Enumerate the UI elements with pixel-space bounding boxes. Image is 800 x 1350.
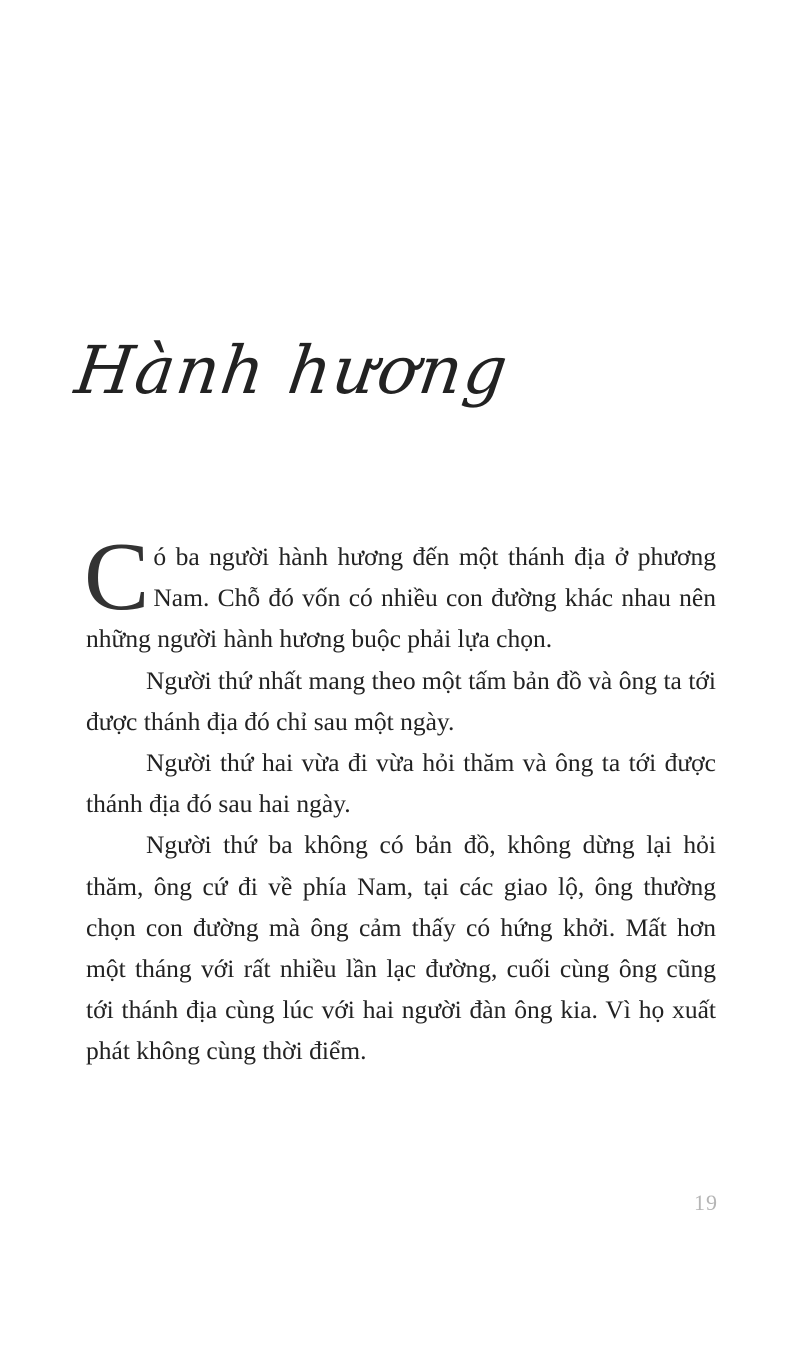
paragraph-2: Người thứ nhất mang theo một tấm bản đồ và ông ta tới được thánh địa đó chỉ sau một ngày. bbox=[86, 665, 716, 736]
paragraph-1-text: ó ba người hành hương đến một thánh địa ở phương Nam. Chỗ đó vốn có nhiều con đường khác nhau nên những người hành hương buộc phải lựa chọn. bbox=[86, 542, 716, 654]
paragraph-1 bbox=[84, 523, 716, 660]
chapter-body bbox=[84, 523, 716, 1072]
paragraph-4: Người thứ ba không có bản đồ, không dừng lại hỏi thăm, ông cứ đi về phía Nam, tại các giao lộ, ông thường chọn con đường mà ông cảm thấy có hứng khởi. Mất hơn một tháng với rất nhiều lần lạc đường, cuối cùng ông cũng tới thánh địa cùng lúc với hai người đàn ông kia. Vì họ xuất phát không cùng thời điểm. bbox=[86, 830, 716, 1066]
page-number: 19 bbox=[694, 1190, 718, 1215]
chapter-title: Hành hương bbox=[70, 332, 514, 409]
drop-cap: C bbox=[84, 523, 150, 631]
paragraph-3: Người thứ hai vừa đi vừa hỏi thăm và ông ta tới được thánh địa đó sau hai ngày. bbox=[86, 748, 716, 819]
